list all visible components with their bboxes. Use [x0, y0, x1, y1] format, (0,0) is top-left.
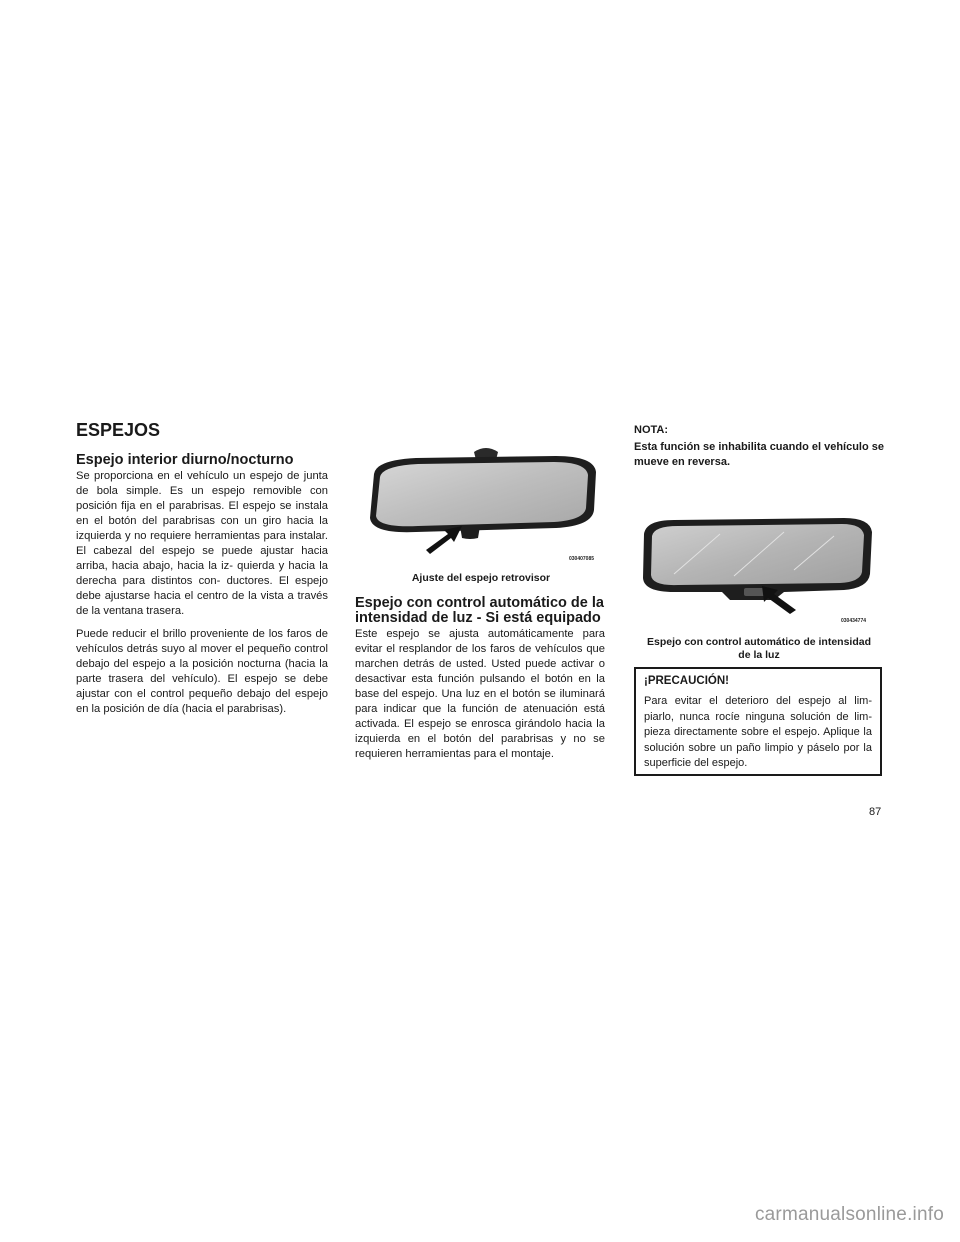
section-title-auto-dim-line2: intensidad de luz - Si está equipado [355, 610, 601, 626]
figure2-caption-line2: de la luz [738, 649, 780, 661]
watermark: carmanualsonline.info [754, 1204, 944, 1225]
section1-paragraph-2: Puede reducir el brillo proveniente de los faros de vehículos detrás suyo al mover el pequeño control debajo del espejo a la posición nocturna (hacia la parte trasera del vehículo). El espejo se debe ajustar con el control pequeño debajo del espejo en la posición de día (hacia el parabrisas). [76, 628, 328, 715]
figure2-caption-wrap [634, 636, 884, 662]
caution-title: ¡PRECAUCIÓN! [644, 675, 729, 687]
auto-dim-mirror-illustration [634, 500, 884, 630]
figure2-caption-line1: Espejo con control automático de intensidad [646, 636, 872, 648]
figure-mirror-adjustment [356, 422, 606, 567]
section-title-auto-dim-line1: Espejo con control automático de la [355, 595, 604, 611]
figure1-caption-wrap [356, 572, 606, 585]
column-left [76, 453, 328, 717]
note-label: NOTA: [634, 424, 669, 436]
page-number: 87 [869, 806, 882, 818]
figure1-caption: Ajuste del espejo retrovisor [411, 572, 551, 584]
section1-paragraph-1: Se proporciona en el vehículo un espejo de junta de bola simple. Es un espejo removible con posición fija en el parabrisas. El espejo se instala en el botón del parabrisas con un giro hacia la izquierda y no requiere herramientas para instalar. El cabezal del espejo se puede ajustar hacia arriba, hacia abajo, hacia la iz- quierda y hacia la derecha para distintos con- ductores. El espejo debe ajustarse hacia el centro de la vista a través de la ventana trasera. [76, 470, 328, 617]
column-middle [355, 596, 605, 762]
rearview-mirror-illustration [356, 422, 606, 567]
section2-paragraph-1: Este espejo se ajusta automáticamente para evitar el resplandor de los faros de vehículos que marchen detrás de usted. Usted puede activar o desactivar esta función pulsando el botón en la base del espejo. Una luz en el botón se iluminará para indicar que la función de atenuación está activada. El espejo se enrosca girándolo hacia la izquierda en el botón del parabrisas y no se requieren herramientas para el montaje. [355, 628, 605, 760]
caution-text: Para evitar el deterioro del espejo al lim- piarlo, nunca rocíe ninguna solución de lim- pieza directamente sobre el espejo. Aplique la solución sobre un paño limpio y páselo por la superficie del espejo. [644, 695, 872, 769]
section-title-day-night-mirror: Espejo interior diurno/nocturno [76, 452, 294, 468]
figure2-code: 030434774 [841, 618, 867, 624]
caution-box [634, 667, 882, 776]
figure-auto-dim-mirror [634, 500, 884, 630]
figure1-code: 030407085 [569, 556, 595, 562]
note-block [634, 423, 884, 470]
page-heading: ESPEJOS [76, 420, 161, 440]
note-text: Esta función se inhabilita cuando el vehículo se mueve en reversa. [634, 441, 885, 468]
